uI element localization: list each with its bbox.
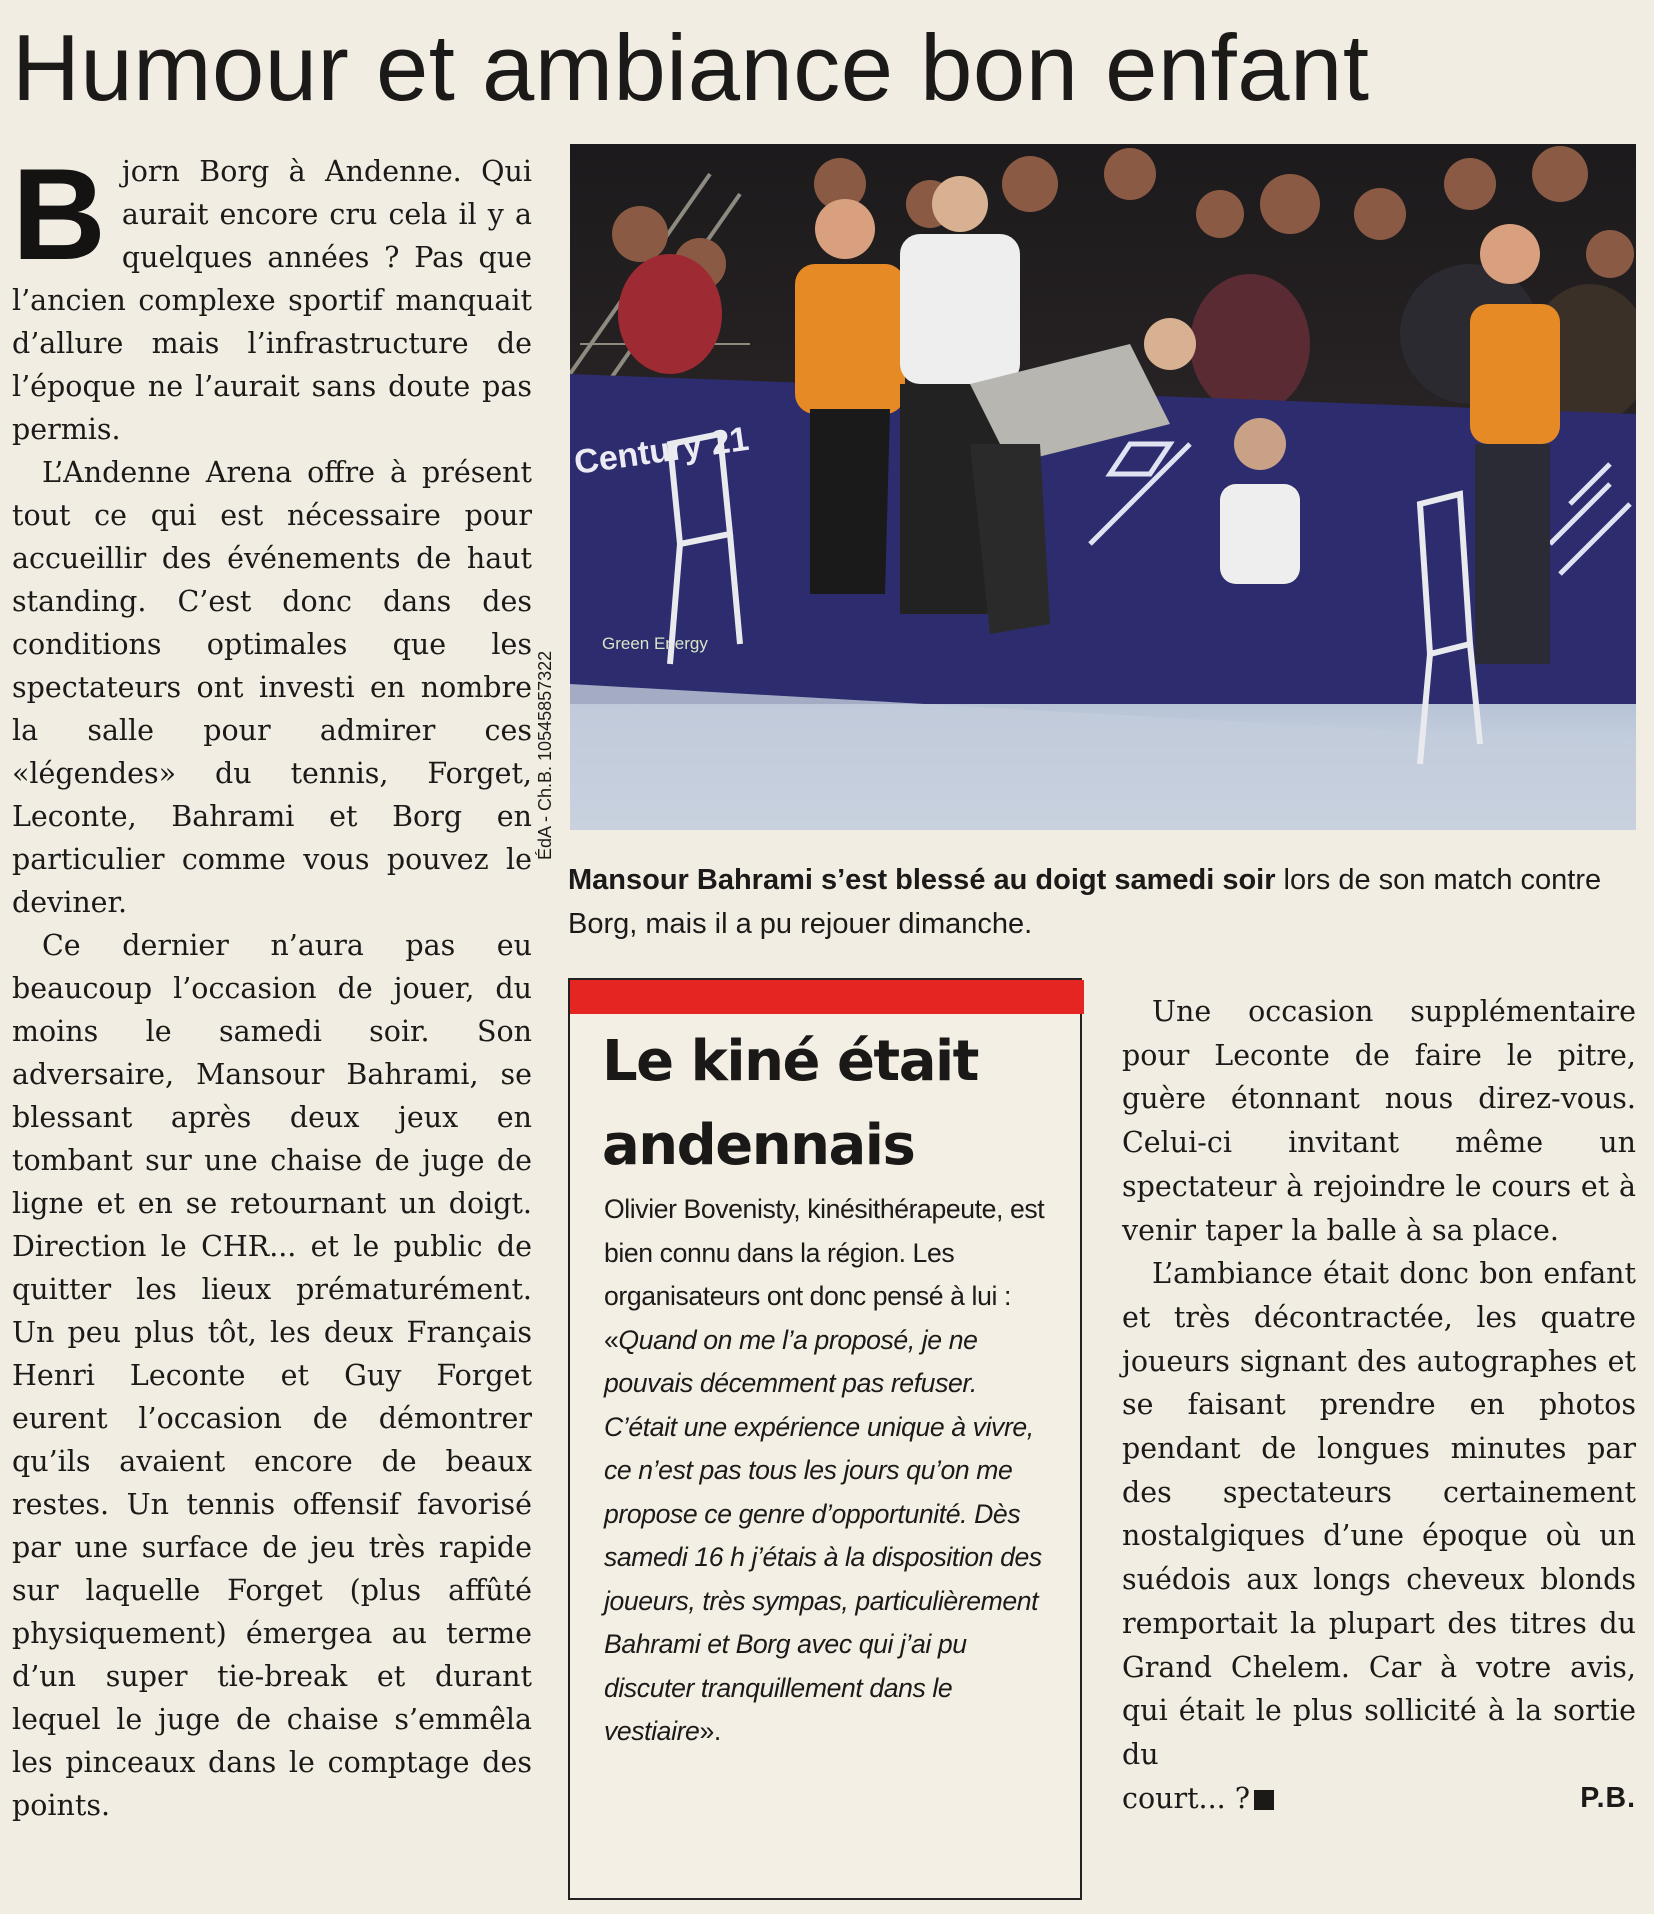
closing-line — [1122, 1777, 1636, 1821]
box-intro: Olivier Bovenisty, kinésithérapeute, est bien connu dans la région. Les organisateurs ont donc pensé à lui : « — [604, 1194, 1045, 1355]
caption-rest: lors de son match contre Borg, mais il a pu rejouer dimanche. — [568, 864, 1602, 940]
paragraph-1-text: jorn Borg à Andenne. Qui aurait encore cru cela il y a quelques années ? Pas que l’ancien complexe sportif manquait d’allure mais l’infrastructure de l’époque ne l’aurait sans doute pas permis. — [12, 155, 532, 446]
box-quote: Quand on me l’a proposé, je ne pouvais décemment pas refuser. C’était une expérience unique à vivre, ce n’est pas tous les jours qu’on me propose ce genre d’opportunité. Dès samedi 16 h j’étais à la disposition des joueurs, très sympas, particulièrement Bahrami et Borg avec qui j’ai pu discuter tranquillement dans le vestiaire — [604, 1324, 1042, 1746]
closing-text: court... ? — [1122, 1781, 1251, 1815]
caption-bold: Mansour Bahrami s’est blessé au doigt samedi soir — [568, 864, 1276, 896]
author-signoff: P.B. — [1580, 1781, 1636, 1814]
right-column — [1122, 990, 1636, 1820]
box-title: Le kiné était andennais — [602, 1029, 978, 1178]
photo-credit: ÉdA - Ch.B. 10545857322 — [535, 650, 555, 860]
paragraph-1 — [12, 141, 532, 451]
box-outro: ». — [699, 1716, 721, 1746]
box-body — [604, 1188, 1050, 1754]
right-paragraph-2: L’ambiance était donc bon enfant et très décontractée, les quatre joueurs signant des autographes et se faisant prendre en photos pendant de longues minutes par des spectateurs certainement nostalgiques d’une époque où un suédois aux longs cheveux blonds remportait la plupart des titres du Grand Chelem. Car à votre avis, qui était le plus sollicité à la sortie du — [1122, 1257, 1636, 1771]
sidebar-box — [568, 978, 1082, 1900]
banner-century21: Century 21 — [571, 419, 752, 482]
box-accent-bar — [570, 980, 1084, 1014]
right-paragraph-1: Une occasion supplémentaire pour Leconte de faire le pitre, guère étonnant nous direz-vous. Celui-ci invitant même un spectateur à rejoindre le cours et à venir taper la balle à sa place. — [1122, 995, 1636, 1247]
paragraph-2: L’Andenne Arena offre à présent tout ce qui est nécessaire pour accueillir des événements de haut standing. C’est donc dans des conditions optimales que les spectateurs ont investi en nombre la salle pour admirer ces «légendes» du tennis, Forget, Leconte, Bahrami et Borg en particulier comme vous pouvez le deviner. — [12, 456, 532, 919]
paragraph-3: Ce dernier n’aura pas eu beaucoup l’occasion de jouer, du moins le samedi soir. Son adversaire, Mansour Bahrami, se blessant après deux jeux en tombant sur une chaise de juge de ligne et en se retournant un doigt. Direction le CHR... et le public de quitter les lieux prématurément. Un peu plus tôt, les deux Français Henri Leconte et Guy Forget eurent l’occasion de démontrer qu’ils avaient encore de beaux restes. Un tennis offensif favorisé par une surface de jeu très rapide sur laquelle Forget (plus affûté physiquement) émergea au terme d’un super tie-break et durant lequel le juge de chaise s’emmêla les pinceaux dans le comptage des points. — [12, 929, 532, 1822]
end-mark-icon — [1254, 1790, 1274, 1810]
news-photo — [570, 144, 1636, 830]
drop-cap: B — [12, 141, 106, 287]
banner-green-energy: Green Energy — [602, 634, 708, 653]
headline: Humour et ambiance bon enfant — [12, 15, 1370, 120]
photo-caption — [568, 858, 1648, 946]
left-column — [12, 141, 532, 1827]
